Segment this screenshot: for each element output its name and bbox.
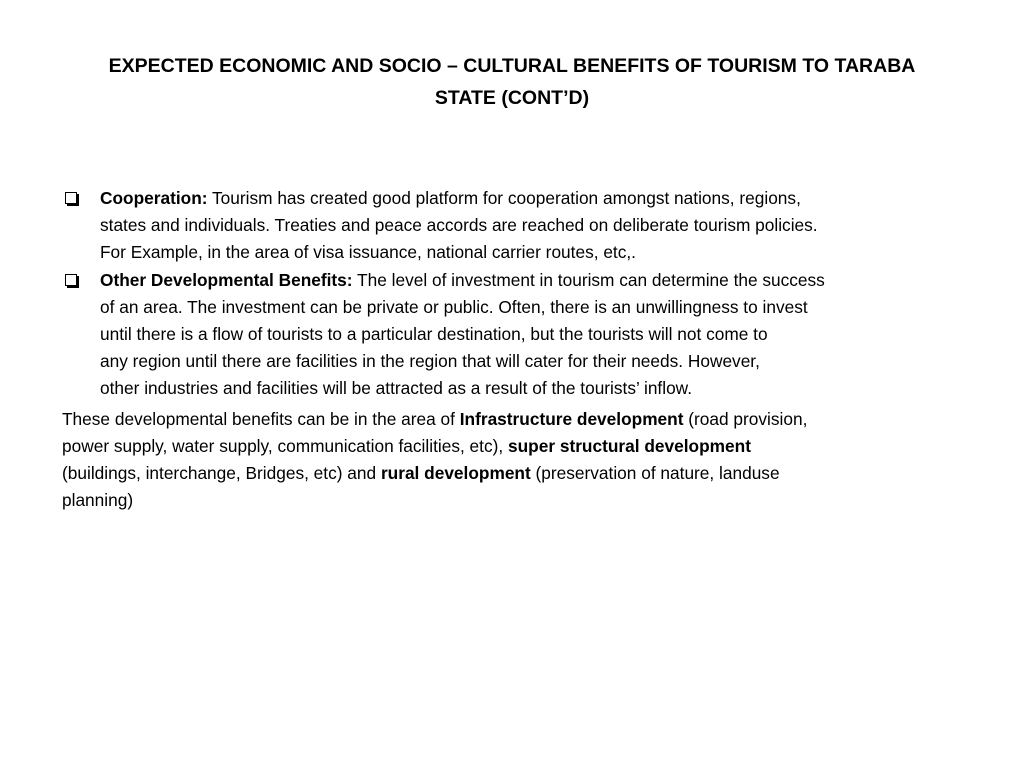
- bullet-line-text: The level of investment in tourism can determine the success: [352, 269, 825, 290]
- developmental-benefits-paragraph: [62, 406, 972, 515]
- paragraph-text-run: (buildings, interchange, Bridges, etc) and: [62, 463, 381, 484]
- bullet-heading: Cooperation:: [100, 188, 208, 208]
- slide-title: [70, 50, 954, 114]
- bullet-line: other industries and facilities will be attracted as a result of the tourists’ inflow.: [100, 378, 693, 399]
- bullet-cooperation: [62, 185, 972, 267]
- bold-term: super structural development: [507, 435, 751, 456]
- paragraph-text-run: power supply, water supply, communication facilities, etc),: [62, 435, 508, 456]
- paragraph-text-run: (road provision,: [683, 408, 808, 429]
- paragraph-text-run: (preservation of nature, landuse: [530, 463, 780, 484]
- bullet-line-text: Tourism has created good platform for cooperation amongst nations, regions,: [207, 188, 801, 208]
- slide-body: [62, 185, 972, 514]
- bold-term: rural development: [380, 463, 531, 484]
- title-line-1: EXPECTED ECONOMIC AND SOCIO – CULTURAL BENEFITS OF TOURISM TO TARABA: [108, 55, 916, 77]
- bullet-line: [100, 267, 972, 294]
- bullet-line: of an area. The investment can be private or public. Often, there is an unwillingness to invest: [100, 296, 808, 317]
- bullet-line: [100, 185, 972, 212]
- bullet-text: [100, 267, 972, 403]
- bullet-text: [100, 185, 972, 267]
- bullet-line: states and individuals. Treaties and peace accords are reached on deliberate tourism policies.: [100, 215, 818, 236]
- paragraph-line: [62, 406, 972, 433]
- bullet-line: any region until there are facilities in the region that will cater for their needs. However,: [100, 351, 760, 372]
- paragraph-text-run: These developmental benefits can be in the area of: [62, 408, 460, 429]
- paragraph-text: [62, 406, 972, 515]
- bullet-other-developmental-benefits: [62, 267, 972, 403]
- paragraph-line: [62, 433, 972, 460]
- bullet-line: until there is a flow of tourists to a particular destination, but the tourists will not come to: [100, 324, 768, 345]
- checkbox-bullet-icon: [65, 192, 77, 204]
- checkbox-bullet-icon: [65, 274, 77, 286]
- paragraph-line: planning): [62, 490, 134, 511]
- title-line-2: STATE (CONT’D): [434, 87, 590, 109]
- bullet-heading: Other Developmental Benefits:: [100, 269, 353, 290]
- paragraph-line: [62, 460, 972, 487]
- bullet-line: For Example, in the area of visa issuance, national carrier routes, etc,.: [100, 242, 636, 263]
- bold-term: Infrastructure development: [459, 408, 684, 429]
